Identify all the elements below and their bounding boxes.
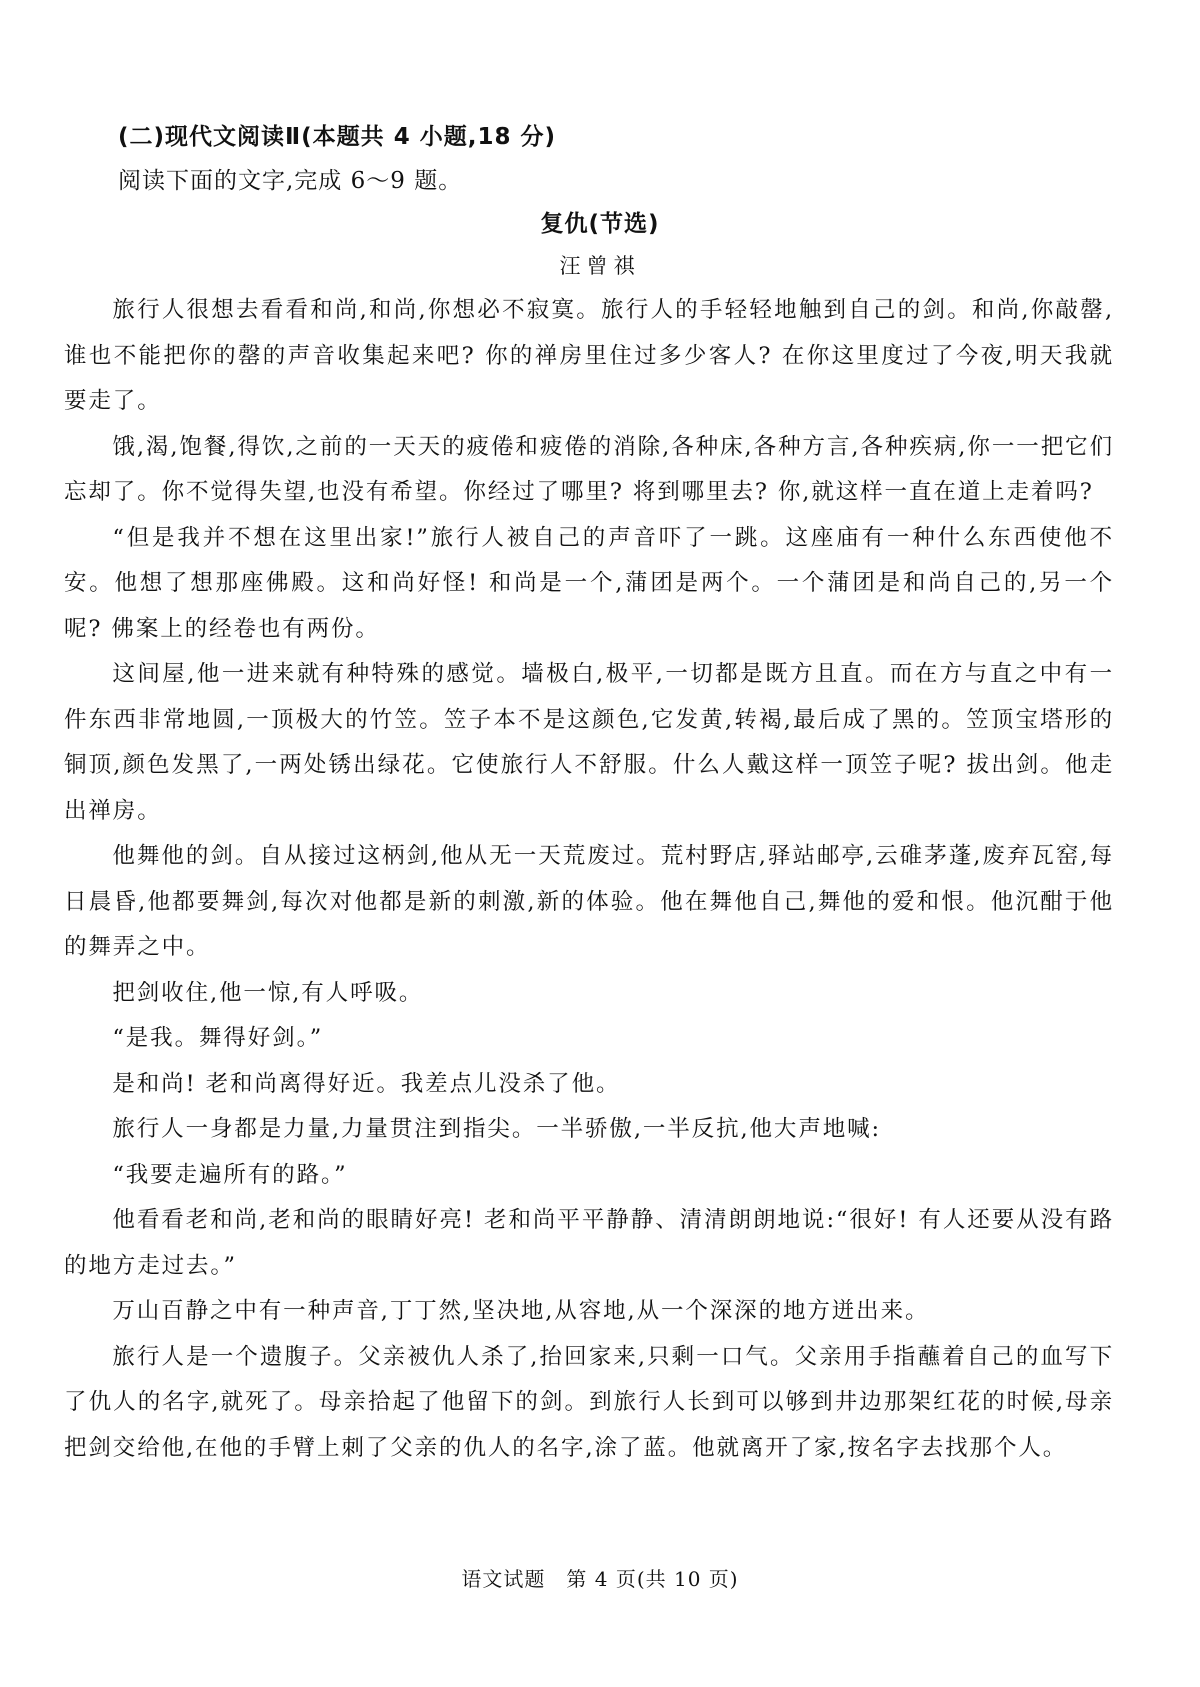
paragraph: 万山百静之中有一种声音,丁丁然,坚决地,从容地,从一个深深的地方迸出来。 — [112, 1298, 930, 1324]
paragraph: 把剑收住,他一惊,有人呼吸。 — [112, 979, 424, 1006]
paragraph: 旅行人一身都是力量,力量贯注到指尖。一半骄傲,一半反抗,他大声地喊: — [112, 1116, 882, 1142]
paragraph: 这间屋,他一进来就有种特殊的感觉。墙极白,极平,一切都是既方且直。而在方与直之中有一件东西非常地圆,一顶极大的竹笠。笠子本不是这颜色,它发黄,转褐,最后成了黑的。笠顶宝塔形的铜顶,颜色发黑了,一两处锈出绿花。它使旅行人不舒服。什么人戴这样一顶笠子呢? 拔出剑。他走出禅房。 — [64, 661, 1114, 824]
instruction-text: 阅读下面的文字,完成 6～9 题。 — [118, 168, 463, 194]
page-footer: 语文试题 第 4 页(共 10 页) — [461, 1567, 739, 1591]
paragraph: 饿,渴,饱餐,得饮,之前的一天天的疲倦和疲倦的消除,各种床,各种方言,各种疾病,你一一把它们忘却了。你不觉得失望,也没有希望。你经过了哪里? 将到哪里去? 你,就这样一直在道上走着吗? — [64, 433, 1114, 505]
passage-author: 汪曾祺 — [559, 254, 641, 278]
paragraph: 他舞他的剑。自从接过这柄剑,他从无一天荒废过。荒村野店,驿站邮亭,云碓茅蓬,废弃瓦窑,每日晨昏,他都要舞剑,每次对他都是新的刺激,新的体验。他在舞他自己,舞他的爱和恨。他沉酣于他的舞弄之中。 — [64, 843, 1114, 960]
passage-title: 复仇(节选) — [540, 211, 660, 237]
section-heading: (二)现代文阅读Ⅱ(本题共 4 小题,18 分) — [118, 124, 556, 150]
paragraph: 他看看老和尚,老和尚的眼睛好亮! 老和尚平平静静、清清朗朗地说:“很好! 有人还要从没有路的地方走过去。” — [64, 1207, 1114, 1279]
paragraph: “但是我并不想在这里出家!”旅行人被自己的声音吓了一跳。这座庙有一种什么东西使他不安。他想了想那座佛殿。这和尚好怪! 和尚是一个,蒲团是两个。一个蒲团是和尚自己的,另一个呢? 佛案上的经卷也有两份。 — [64, 524, 1114, 642]
passage-body — [64, 288, 1114, 1471]
paragraph: 旅行人很想去看看和尚,和尚,你想必不寂寞。旅行人的手轻轻地触到自己的剑。和尚,你敲罄,谁也不能把你的罄的声音收集起来吧? 你的禅房里住过多少客人? 在你这里度过了今夜,明天我就要走了。 — [64, 297, 1114, 414]
paragraph: 旅行人是一个遗腹子。父亲被仇人杀了,抬回家来,只剩一口气。父亲用手指蘸着自己的血写下了仇人的名字,就死了。母亲拾起了他留下的剑。到旅行人长到可以够到井边那架红花的时候,母亲把剑交给他,在他的手臂上刺了父亲的仇人的名字,涂了蓝。他就离开了家,按名字去找那个人。 — [64, 1343, 1114, 1461]
paragraph: 是和尚! 老和尚离得好近。我差点儿没杀了他。 — [112, 1070, 621, 1097]
paragraph: “是我。舞得好剑。” — [112, 1025, 324, 1051]
paragraph: “我要走遍所有的路。” — [112, 1161, 348, 1188]
